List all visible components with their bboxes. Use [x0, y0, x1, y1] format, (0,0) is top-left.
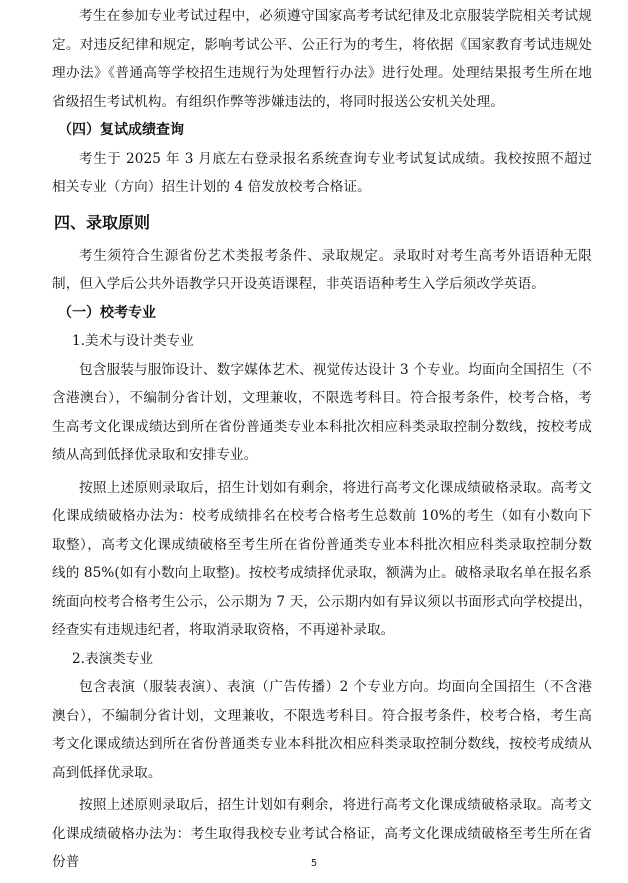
- paragraph-art-design-intro: 包含服装与服饰设计、数字媒体艺术、视觉传达设计 3 个专业。均面向全国招生（不含港澳台），不编制分省计划，文理兼收，不限选考科目。符合报考条件，校考合格，考生高考文化课成绩达到所在省份普通类专业本科批次相应科类录取控制分数线，按校考成绩从高到低择优录取和安排专业。: [52, 361, 592, 463]
- heading-admission-principles: 四、录取原则: [54, 212, 151, 232]
- page-number: 5: [310, 858, 318, 869]
- page-body: [52, 2, 592, 877]
- paragraph-performance-intro: 包含表演（服装表演）、表演（广告传播）2 个专业方向。均面向全国招生（不含港澳台），不编制分省计划，文理兼收，不限选考科目。符合报考条件，校考合格，考生高考文化课成绩达到所在省份普通类专业本科批次相应科类录取控制分数线，按校考成绩从高到低择优录取。: [52, 679, 592, 781]
- paragraph-art-design-exception: 按照上述原则录取后，招生计划如有剩余，将进行高考文化课成绩破格录取。高考文化课成绩破格办法为：校考成绩排名在校考合格考生总数前 10%的考生（如有小数向下取整），高考文化课成绩破格至考生所在省份普通类专业本科批次相应科类录取控制分数线的 85%(如有小数向上取整)。按校考成绩择优录取，额满为止。破格录取名单在报名系统面向校考合格考生公示，公示期为 7 天，公示期内如有异议须以书面形式向学校提出，经查实有违规违纪者，将取消录取资格，不再递补录取。: [52, 479, 592, 638]
- heading-art-design-majors: 1.美术与设计类专业: [72, 333, 194, 349]
- paragraph-exam-discipline: 考生在参加专业考试过程中，必须遵守国家高考考试纪律及北京服装学院相关考试规定。对违反纪律和规定，影响考试公平、公正行为的考生，将依据《国家教育考试违规处理办法》《普通高等学校招生违规行为处理暂行办法》进行处理。处理结果报考生所在地省级招生考试机构。有组织作弊等涉嫌违法的，将同时报送公安机关处理。: [52, 8, 592, 110]
- paragraph-admission-principles: 考生须符合生源省份艺术类报考条件、录取规定。录取时对考生高考外语语种无限制，但入学后公共外语教学只开设英语课程，非英语语种考生入学后须改学英语。: [52, 247, 592, 292]
- heading-school-exam-majors: （一）校考专业: [58, 304, 156, 321]
- paragraph-performance-exception: 按照上述原则录取后，招生计划如有剩余，将进行高考文化课成绩破格录取。高考文化课成绩破格办法为：考生取得我校专业考试合格证，高考文化课成绩破格至考生所在省份普: [52, 797, 592, 870]
- paragraph-retest-score-query: 考生于 2025 年 3 月底左右登录报名系统查询专业考试复试成绩。我校按照不超过相关专业（方向）招生计划的 4 倍发放校考合格证。: [52, 150, 592, 195]
- heading-performance-majors: 2.表演类专业: [72, 650, 153, 667]
- heading-retest-score-query: （四）复试成绩查询: [58, 122, 184, 138]
